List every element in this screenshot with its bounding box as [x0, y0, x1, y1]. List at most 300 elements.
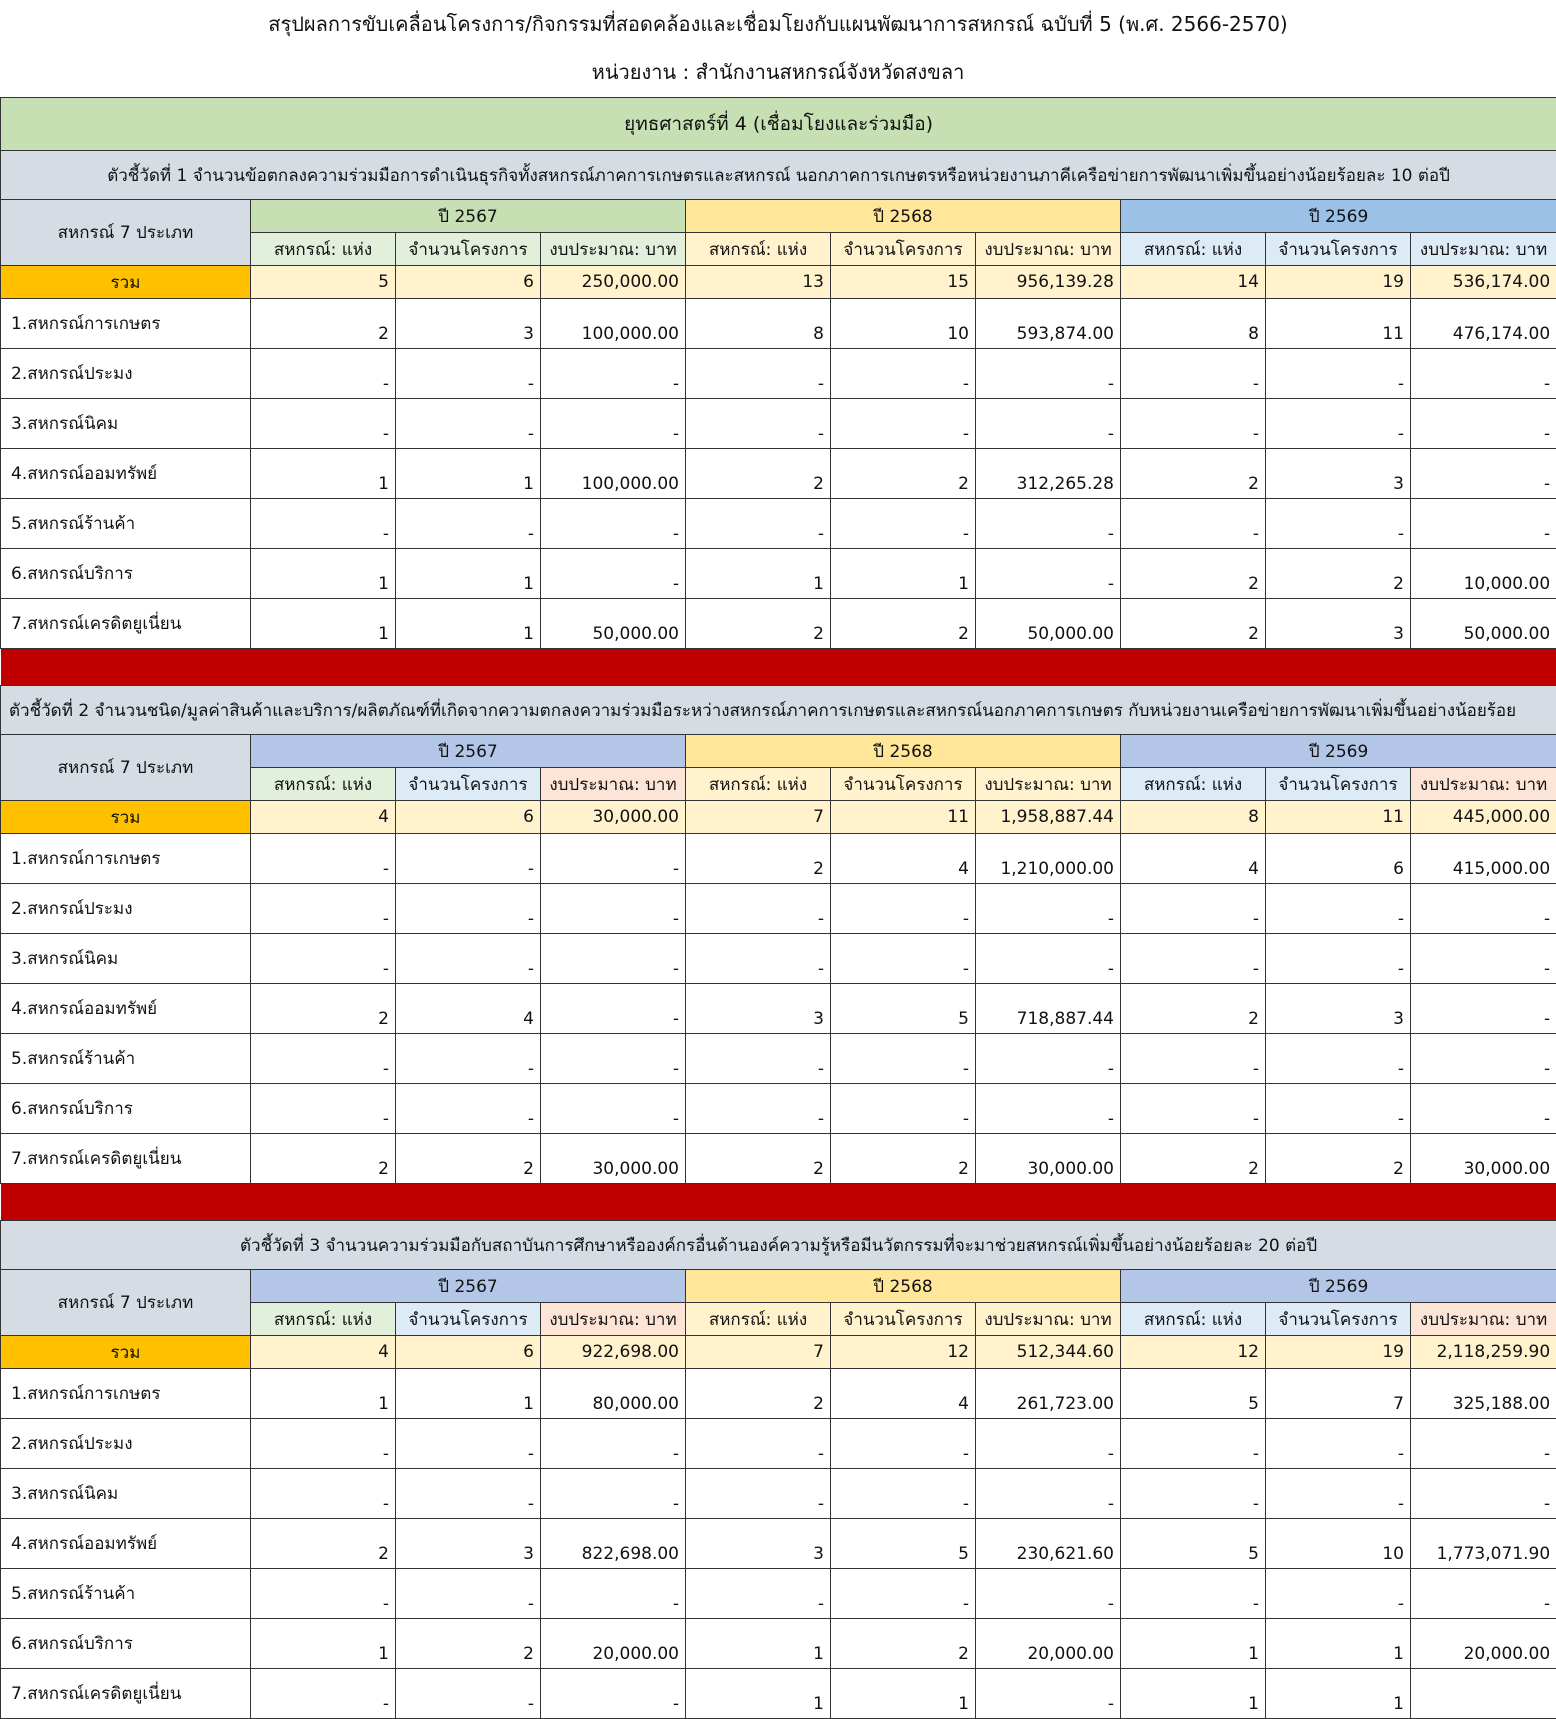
data-cell: -	[541, 1469, 686, 1519]
data-cell: 5	[1121, 1369, 1266, 1419]
data-cell: 20,000.00	[976, 1619, 1121, 1669]
report-title: สรุปผลการขับเคลื่อนโครงการ/กิจกรรมที่สอดคล้องและเชื่อมโยงกับแผนพัฒนาการสหกรณ์ ฉบับที่ 5 (พ.ศ. 2566-2570)	[0, 10, 1556, 38]
table-row	[1, 1619, 1556, 1669]
data-cell: 2	[251, 1519, 396, 1569]
column-header: งบประมาณ: บาท	[1411, 1303, 1556, 1336]
year-header: ปี 2568	[686, 1270, 1121, 1303]
total-cell: 12	[1121, 1336, 1266, 1369]
indicator-title: ตัวชี้วัดที่ 1 จำนวนข้อตกลงความร่วมมือการดำเนินธุรกิจทั้งสหกรณ์ภาคการเกษตรและสหกรณ์ นอกภาคการเกษตรหรือหน่วยงานภาคีเครือข่ายการพัฒนาเพิ่มขึ้นอย่างน้อยร้อยละ 10 ต่อปี	[1, 151, 1556, 200]
data-cell: 10	[1266, 1519, 1411, 1569]
data-cell: -	[251, 1419, 396, 1469]
total-cell: 956,139.28	[976, 266, 1121, 299]
column-header: สหกรณ์: แห่ง	[1121, 233, 1266, 266]
data-cell: -	[251, 834, 396, 884]
data-cell: -	[686, 1034, 831, 1084]
data-cell: 5	[831, 984, 976, 1034]
row-label: 6.สหกรณ์บริการ	[1, 549, 251, 599]
data-cell: 1	[686, 549, 831, 599]
column-header: งบประมาณ: บาท	[976, 768, 1121, 801]
data-cell: 476,174.00	[1411, 299, 1556, 349]
data-cell: 1	[396, 1369, 541, 1419]
data-cell: 1	[396, 599, 541, 649]
data-cell: 2	[831, 1619, 976, 1669]
column-header: จำนวนโครงการ	[396, 1303, 541, 1336]
column-header: สหกรณ์: แห่ง	[686, 1303, 831, 1336]
column-header: จำนวนโครงการ	[396, 768, 541, 801]
data-cell: 1	[831, 549, 976, 599]
data-cell: -	[396, 1669, 541, 1719]
column-header: งบประมาณ: บาท	[541, 768, 686, 801]
total-cell: 1,958,887.44	[976, 801, 1121, 834]
data-cell: -	[1266, 884, 1411, 934]
data-cell: -	[1411, 1419, 1556, 1469]
column-header: จำนวนโครงการ	[831, 768, 976, 801]
table-row	[1, 299, 1556, 349]
data-cell: 1	[251, 549, 396, 599]
strategy-title: ยุทธศาสตร์ที่ 4 (เชื่อมโยงและร่วมมือ)	[1, 98, 1556, 151]
data-cell: 230,621.60	[976, 1519, 1121, 1569]
data-cell: 3	[1266, 599, 1411, 649]
data-cell: -	[541, 1034, 686, 1084]
data-cell: -	[831, 1034, 976, 1084]
data-cell: 2	[686, 599, 831, 649]
data-cell: 20,000.00	[541, 1619, 686, 1669]
data-cell: -	[251, 884, 396, 934]
data-cell: -	[541, 1669, 686, 1719]
data-cell: 8	[1121, 299, 1266, 349]
table-row	[1, 549, 1556, 599]
total-cell: 445,000.00	[1411, 801, 1556, 834]
data-cell: 2	[251, 1134, 396, 1184]
data-cell: -	[976, 1034, 1121, 1084]
data-cell: -	[541, 399, 686, 449]
data-cell: -	[686, 349, 831, 399]
data-cell: 1	[396, 549, 541, 599]
total-row	[1, 266, 1556, 299]
data-cell: -	[1266, 1569, 1411, 1619]
total-row	[1, 1336, 1556, 1369]
data-cell: -	[1411, 349, 1556, 399]
separator-bar	[1, 1184, 1556, 1221]
data-cell: -	[541, 349, 686, 399]
column-header: งบประมาณ: บาท	[976, 1303, 1121, 1336]
data-cell: 2	[251, 984, 396, 1034]
data-cell: 50,000.00	[976, 599, 1121, 649]
row-label: 4.สหกรณ์ออมทรัพย์	[1, 449, 251, 499]
table-row	[1, 499, 1556, 549]
data-cell: -	[686, 934, 831, 984]
data-cell: 2	[1121, 449, 1266, 499]
data-cell: -	[1121, 1569, 1266, 1619]
data-cell: -	[976, 1469, 1121, 1519]
data-cell: 1	[1266, 1619, 1411, 1669]
data-cell: -	[1121, 1419, 1266, 1469]
total-cell: 922,698.00	[541, 1336, 686, 1369]
data-cell: -	[396, 349, 541, 399]
total-cell: 7	[686, 1336, 831, 1369]
data-cell: -	[1411, 1084, 1556, 1134]
category-header: สหกรณ์ 7 ประเภท	[1, 735, 251, 801]
row-label: 3.สหกรณ์นิคม	[1, 934, 251, 984]
total-cell: 12	[831, 1336, 976, 1369]
data-cell: -	[1411, 449, 1556, 499]
data-cell: 5	[1121, 1519, 1266, 1569]
data-cell: 30,000.00	[1411, 1134, 1556, 1184]
data-cell: 20,000.00	[1411, 1619, 1556, 1669]
year-header: ปี 2568	[686, 735, 1121, 768]
column-header: จำนวนโครงการ	[396, 233, 541, 266]
data-cell: 4	[396, 984, 541, 1034]
total-cell: 15	[831, 266, 976, 299]
row-label: 2.สหกรณ์ประมง	[1, 1419, 251, 1469]
row-label: 6.สหกรณ์บริการ	[1, 1619, 251, 1669]
column-header: งบประมาณ: บาท	[976, 233, 1121, 266]
data-cell: 30,000.00	[976, 1134, 1121, 1184]
data-cell: -	[831, 349, 976, 399]
total-cell: 512,344.60	[976, 1336, 1121, 1369]
category-header: สหกรณ์ 7 ประเภท	[1, 1270, 251, 1336]
data-cell: 1	[686, 1619, 831, 1669]
data-cell: 2	[686, 1369, 831, 1419]
data-cell: 3	[686, 984, 831, 1034]
data-cell: 2	[1121, 549, 1266, 599]
total-cell: 6	[396, 266, 541, 299]
column-header: จำนวนโครงการ	[831, 1303, 976, 1336]
data-cell: -	[976, 1419, 1121, 1469]
data-cell: -	[1411, 1034, 1556, 1084]
data-cell: 1	[251, 1369, 396, 1419]
total-cell: 30,000.00	[541, 801, 686, 834]
data-cell: -	[976, 1669, 1121, 1719]
total-cell: 19	[1266, 1336, 1411, 1369]
total-label: รวม	[1, 801, 251, 834]
total-cell: 8	[1121, 801, 1266, 834]
year-header: ปี 2569	[1121, 1270, 1556, 1303]
total-cell: 14	[1121, 266, 1266, 299]
category-header: สหกรณ์ 7 ประเภท	[1, 200, 251, 266]
data-cell: -	[251, 934, 396, 984]
data-cell: 2	[1266, 549, 1411, 599]
data-cell: 1	[251, 599, 396, 649]
year-header: ปี 2567	[251, 1270, 686, 1303]
data-cell: 3	[1266, 449, 1411, 499]
table-row	[1, 1469, 1556, 1519]
table-row	[1, 399, 1556, 449]
data-cell: -	[976, 1084, 1121, 1134]
column-header: งบประมาณ: บาท	[541, 1303, 686, 1336]
data-cell: -	[1266, 399, 1411, 449]
data-cell: 2	[1121, 1134, 1266, 1184]
row-label: 6.สหกรณ์บริการ	[1, 1084, 251, 1134]
data-cell: 6	[1266, 834, 1411, 884]
table-row	[1, 1519, 1556, 1569]
data-cell: 100,000.00	[541, 299, 686, 349]
table-row	[1, 884, 1556, 934]
data-cell: -	[541, 499, 686, 549]
data-cell: 50,000.00	[1411, 599, 1556, 649]
data-cell: 80,000.00	[541, 1369, 686, 1419]
row-label: 3.สหกรณ์นิคม	[1, 399, 251, 449]
data-cell: -	[831, 884, 976, 934]
data-cell: -	[1121, 1469, 1266, 1519]
data-cell: -	[1266, 499, 1411, 549]
data-cell: 2	[1121, 984, 1266, 1034]
data-cell: 1	[251, 449, 396, 499]
data-cell: 1	[1266, 1669, 1411, 1719]
data-cell: -	[1411, 1569, 1556, 1619]
data-cell: -	[1121, 349, 1266, 399]
data-cell: 2	[396, 1619, 541, 1669]
data-cell: 3	[396, 299, 541, 349]
table-row	[1, 1134, 1556, 1184]
row-label: 1.สหกรณ์การเกษตร	[1, 1369, 251, 1419]
indicator-title-row	[1, 686, 1556, 735]
row-label: 1.สหกรณ์การเกษตร	[1, 299, 251, 349]
data-cell: -	[831, 1469, 976, 1519]
report-table	[0, 97, 1556, 1719]
total-cell: 13	[686, 266, 831, 299]
row-label: 4.สหกรณ์ออมทรัพย์	[1, 1519, 251, 1569]
column-header: สหกรณ์: แห่ง	[251, 233, 396, 266]
data-cell: 2	[831, 449, 976, 499]
data-cell: -	[1121, 1084, 1266, 1134]
total-row	[1, 801, 1556, 834]
column-header: สหกรณ์: แห่ง	[1121, 768, 1266, 801]
data-cell: -	[686, 884, 831, 934]
data-cell: -	[686, 499, 831, 549]
data-cell: -	[1266, 1034, 1411, 1084]
total-label: รวม	[1, 266, 251, 299]
year-header: ปี 2567	[251, 200, 686, 233]
data-cell: 415,000.00	[1411, 834, 1556, 884]
indicator-title: ตัวชี้วัดที่ 2 จำนวนชนิด/มูลค่าสินค้าและบริการ/ผลิตภัณฑ์ที่เกิดจากความตกลงความร่วมมือระหว่างสหกรณ์ภาคการเกษตรและสหกรณ์นอกภาคการเกษตร กับหน่วยงานเครือข่ายการพัฒนาเพิ่มขึ้นอย่างน้อยร้อย	[1, 686, 1556, 735]
data-cell: -	[1411, 1469, 1556, 1519]
data-cell: 2	[686, 1134, 831, 1184]
table-row	[1, 1669, 1556, 1719]
total-cell: 11	[831, 801, 976, 834]
data-cell: 1	[251, 1619, 396, 1669]
year-header: ปี 2569	[1121, 735, 1556, 768]
section-separator	[1, 1184, 1556, 1221]
data-cell: 10,000.00	[1411, 549, 1556, 599]
data-cell: -	[1411, 984, 1556, 1034]
row-label: 5.สหกรณ์ร้านค้า	[1, 1569, 251, 1619]
data-cell: 50,000.00	[541, 599, 686, 649]
data-cell: 1,773,071.90	[1411, 1519, 1556, 1569]
column-header: งบประมาณ: บาท	[1411, 768, 1556, 801]
data-cell: -	[686, 1084, 831, 1134]
total-cell: 4	[251, 801, 396, 834]
data-cell: -	[976, 934, 1121, 984]
data-cell: 2	[251, 299, 396, 349]
data-cell: -	[831, 934, 976, 984]
data-cell: -	[1121, 1034, 1266, 1084]
section-separator	[1, 649, 1556, 686]
separator-bar	[1, 649, 1556, 686]
data-cell: 2	[396, 1134, 541, 1184]
data-cell: -	[251, 1469, 396, 1519]
indicator-title-row	[1, 1221, 1556, 1270]
row-label: 7.สหกรณ์เครดิตยูเนี่ยน	[1, 599, 251, 649]
data-cell: 1	[831, 1669, 976, 1719]
data-cell: 3	[686, 1519, 831, 1569]
data-cell: -	[396, 499, 541, 549]
column-header: จำนวนโครงการ	[831, 233, 976, 266]
year-header: ปี 2567	[251, 735, 686, 768]
data-cell: -	[976, 349, 1121, 399]
data-cell: -	[396, 1569, 541, 1619]
data-cell: 2	[1266, 1134, 1411, 1184]
data-cell: 312,265.28	[976, 449, 1121, 499]
data-cell: -	[976, 499, 1121, 549]
data-cell: -	[831, 499, 976, 549]
row-label: 5.สหกรณ์ร้านค้า	[1, 1034, 251, 1084]
column-header: งบประมาณ: บาท	[541, 233, 686, 266]
data-cell: 11	[1266, 299, 1411, 349]
data-cell: -	[1411, 399, 1556, 449]
column-header: งบประมาณ: บาท	[1411, 233, 1556, 266]
table-row	[1, 1569, 1556, 1619]
data-cell: 1	[1121, 1669, 1266, 1719]
data-cell: -	[831, 1569, 976, 1619]
data-cell: -	[976, 1569, 1121, 1619]
total-cell: 6	[396, 801, 541, 834]
data-cell: -	[686, 1469, 831, 1519]
row-label: 7.สหกรณ์เครดิตยูเนี่ยน	[1, 1669, 251, 1719]
total-cell: 19	[1266, 266, 1411, 299]
table-row	[1, 599, 1556, 649]
data-cell: -	[1121, 884, 1266, 934]
table-row	[1, 984, 1556, 1034]
data-cell: 1	[686, 1669, 831, 1719]
data-cell: -	[251, 1669, 396, 1719]
data-cell: -	[541, 834, 686, 884]
column-header: จำนวนโครงการ	[1266, 1303, 1411, 1336]
data-cell: -	[1121, 499, 1266, 549]
table-row	[1, 1369, 1556, 1419]
data-cell: -	[976, 399, 1121, 449]
column-header: สหกรณ์: แห่ง	[686, 768, 831, 801]
data-cell: 2	[686, 449, 831, 499]
data-cell: -	[541, 1419, 686, 1469]
data-cell: -	[541, 984, 686, 1034]
data-cell: 3	[1266, 984, 1411, 1034]
data-cell: -	[976, 549, 1121, 599]
data-cell: -	[686, 1419, 831, 1469]
data-cell: -	[396, 1469, 541, 1519]
data-cell: -	[396, 934, 541, 984]
data-cell: -	[541, 884, 686, 934]
data-cell: -	[1266, 1419, 1411, 1469]
column-header: จำนวนโครงการ	[1266, 233, 1411, 266]
data-cell: 1	[1121, 1619, 1266, 1669]
total-cell: 7	[686, 801, 831, 834]
table-row	[1, 934, 1556, 984]
data-cell: 100,000.00	[541, 449, 686, 499]
data-cell: -	[1266, 1084, 1411, 1134]
data-cell: 4	[831, 834, 976, 884]
data-cell: 822,698.00	[541, 1519, 686, 1569]
data-cell: -	[396, 399, 541, 449]
data-cell: -	[1411, 884, 1556, 934]
data-cell: 3	[396, 1519, 541, 1569]
total-cell: 5	[251, 266, 396, 299]
data-cell: -	[1121, 934, 1266, 984]
column-header: สหกรณ์: แห่ง	[1121, 1303, 1266, 1336]
table-row	[1, 449, 1556, 499]
data-cell: -	[396, 884, 541, 934]
table-row	[1, 1084, 1556, 1134]
column-header: สหกรณ์: แห่ง	[686, 233, 831, 266]
data-cell: 593,874.00	[976, 299, 1121, 349]
agency-title: หน่วยงาน : สำนักงานสหกรณ์จังหวัดสงขลา	[0, 58, 1556, 86]
data-cell: -	[396, 834, 541, 884]
total-cell: 536,174.00	[1411, 266, 1556, 299]
data-cell: -	[541, 549, 686, 599]
data-cell: 8	[686, 299, 831, 349]
data-cell: -	[251, 1084, 396, 1134]
row-label: 3.สหกรณ์นิคม	[1, 1469, 251, 1519]
data-cell: 10	[831, 299, 976, 349]
data-cell: 2	[831, 1134, 976, 1184]
table-row	[1, 349, 1556, 399]
data-cell: 7	[1266, 1369, 1411, 1419]
total-cell: 2,118,259.90	[1411, 1336, 1556, 1369]
row-label: 5.สหกรณ์ร้านค้า	[1, 499, 251, 549]
data-cell: -	[541, 934, 686, 984]
data-cell: 1,210,000.00	[976, 834, 1121, 884]
data-cell: -	[1266, 934, 1411, 984]
indicator-title: ตัวชี้วัดที่ 3 จำนวนความร่วมมือกับสถาบันการศึกษาหรือองค์กรอื่นด้านองค์ความรู้หรือมีนวัตกรรมที่จะมาช่วยสหกรณ์เพิ่มขึ้นอย่างน้อยร้อยละ 20 ต่อปี	[1, 1221, 1556, 1270]
data-cell: -	[831, 1419, 976, 1469]
column-header: จำนวนโครงการ	[1266, 768, 1411, 801]
row-label: 2.สหกรณ์ประมง	[1, 884, 251, 934]
total-cell: 11	[1266, 801, 1411, 834]
data-cell: -	[251, 1569, 396, 1619]
data-cell	[1411, 1669, 1556, 1719]
data-cell: -	[1121, 399, 1266, 449]
data-cell: -	[1411, 499, 1556, 549]
data-cell: -	[396, 1419, 541, 1469]
data-cell: -	[251, 399, 396, 449]
table-row	[1, 834, 1556, 884]
data-cell: -	[251, 349, 396, 399]
column-header: สหกรณ์: แห่ง	[251, 768, 396, 801]
data-cell: -	[541, 1569, 686, 1619]
data-cell: -	[1411, 934, 1556, 984]
data-cell: 5	[831, 1519, 976, 1569]
total-cell: 250,000.00	[541, 266, 686, 299]
data-cell: 1	[396, 449, 541, 499]
data-cell: -	[686, 399, 831, 449]
data-cell: -	[831, 399, 976, 449]
data-cell: 2	[1121, 599, 1266, 649]
row-label: 2.สหกรณ์ประมง	[1, 349, 251, 399]
data-cell: -	[831, 1084, 976, 1134]
data-cell: 261,723.00	[976, 1369, 1121, 1419]
total-cell: 6	[396, 1336, 541, 1369]
year-header: ปี 2568	[686, 200, 1121, 233]
data-cell: 718,887.44	[976, 984, 1121, 1034]
data-cell: -	[1266, 349, 1411, 399]
data-cell: -	[541, 1084, 686, 1134]
data-cell: -	[396, 1084, 541, 1134]
data-cell: -	[251, 1034, 396, 1084]
data-cell: -	[251, 499, 396, 549]
table-row	[1, 1034, 1556, 1084]
data-cell: 2	[831, 599, 976, 649]
row-label: 4.สหกรณ์ออมทรัพย์	[1, 984, 251, 1034]
